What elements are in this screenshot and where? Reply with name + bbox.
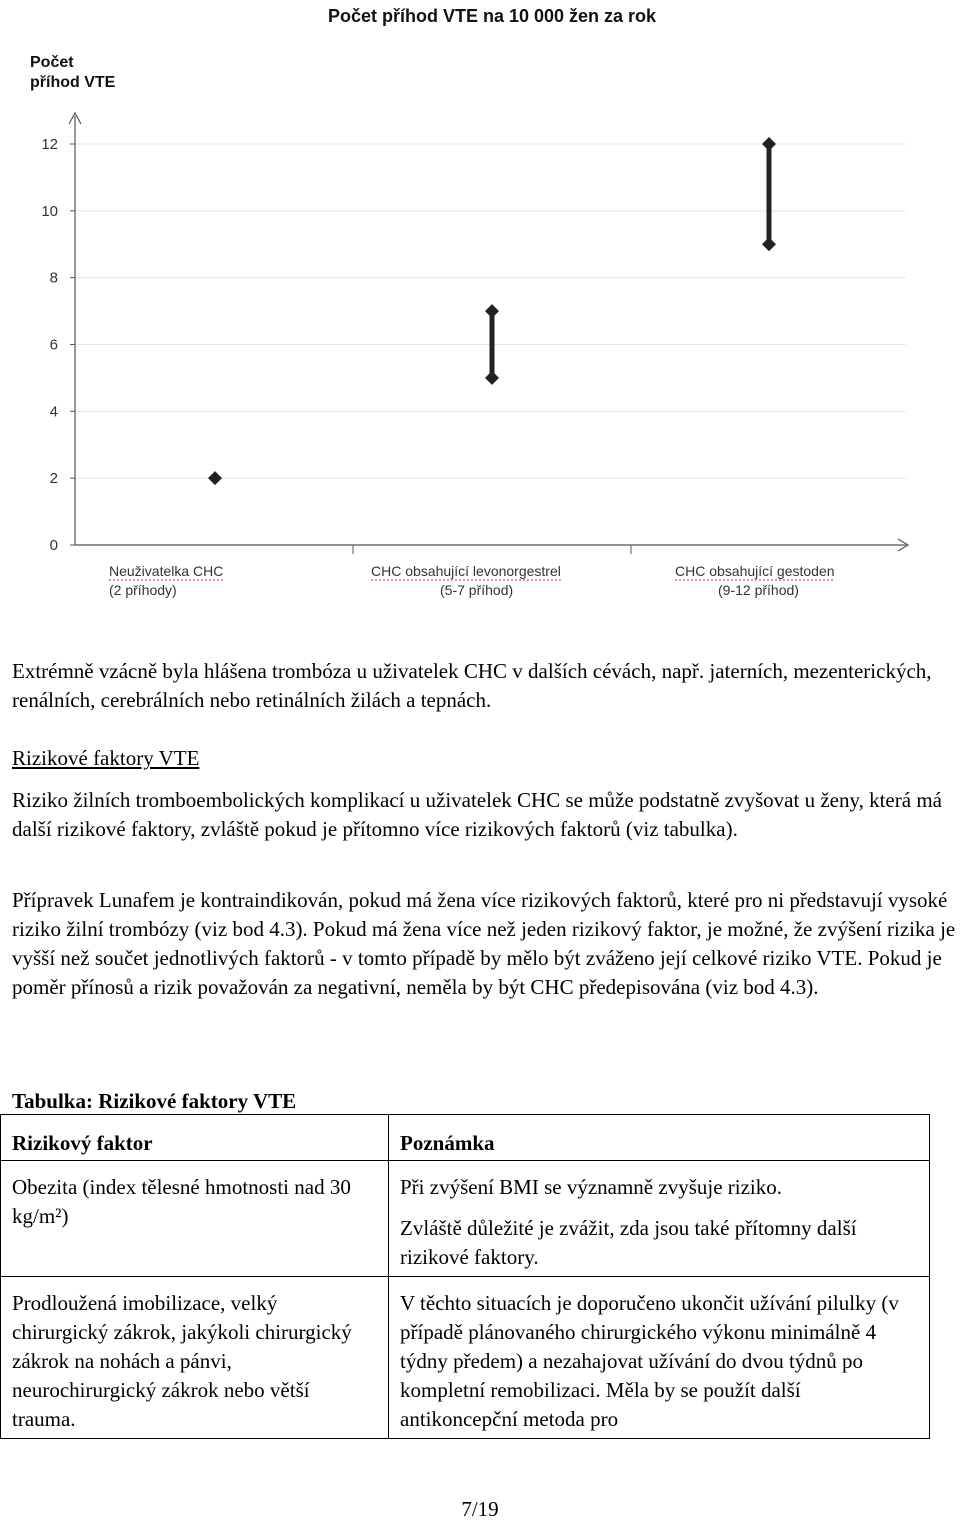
table-caption: Tabulka: Rizikové faktory VTE — [12, 1089, 297, 1113]
chart-title: Počet příhod VTE na 10 000 žen za rok — [327, 6, 657, 26]
category-label: Neuživatelka CHC — [109, 563, 224, 579]
y-tick-label: 0 — [49, 537, 58, 554]
note-line: Při zvýšení BMI se významně zvyšuje riziko. — [400, 1175, 782, 1199]
table-row — [1, 1277, 930, 1439]
y-tick-label: 4 — [49, 403, 58, 421]
y-tick-label: 12 — [41, 136, 58, 153]
heading-risk-factors: Rizikové faktory VTE — [12, 746, 200, 770]
y-axis-label-line1: Počet — [30, 54, 74, 71]
cell-note — [389, 1277, 930, 1439]
paragraph-contraindication: Přípravek Lunafem je kontraindikován, pokud má žena více rizikových faktorů, které pro ni představují vysoké riziko žilní trombózy (viz bod 4.3). Pokud má žena více než jeden rizikový faktor, je možné, že zvýšení rizika je vyšší než součet jednotlivých faktorů - v tomto případě by mělo být zváženo její celkové riziko VTE. Pokud je poměr přínosů a rizik považován za negativní, neměla by být CHC předepisována (viz bod 4.3). — [12, 888, 956, 999]
range-min-marker — [762, 237, 776, 251]
y-axis-label-line2: příhod VTE — [30, 74, 116, 91]
range-max-marker — [485, 304, 499, 318]
paragraph-risk-increase: Riziko žilních tromboembolických komplikací u uživatelek CHC se může podstatně zvyšovat u ženy, která má další rizikové faktory, zvláště pokud je přítomno více rizikových faktorů (viz tabulka). — [12, 788, 942, 841]
cell-factor: Obezita (index tělesné hmotnosti nad 30 kg/m²) — [1, 1161, 389, 1277]
note-line: V těchto situacích je doporučeno ukončit užívání pilulky (v případě plánovaného chirurgického výkonu minimálně 4 týdny předem) a nezahajovat užívání do dvou týdnů po kompletní remobilizaci. Měla by se použít další antikoncepční metoda pro — [400, 1291, 899, 1431]
table-row — [1, 1161, 930, 1277]
header-risk-factor: Rizikový faktor — [1, 1115, 389, 1161]
note-line: Zvláště důležité je zvážit, zda jsou také přítomny další rizikové faktory. — [400, 1216, 857, 1269]
paragraph-other-thrombosis: Extrémně vzácně byla hlášena trombóza u uživatelek CHC v dalších cévách, např. jaterních, mezenterických, renálních, cerebrálních nebo retinálních žilách a tepnách. — [12, 659, 932, 712]
category-sublabel: (9-12 příhod) — [718, 582, 799, 598]
cell-factor: Prodloužená imobilizace, velký chirurgický zákrok, jakýkoli chirurgický zákrok na nohách a pánvi, neurochirurgický zákrok nebo větší trauma. — [1, 1277, 389, 1439]
range-min-marker — [485, 371, 499, 385]
category-sublabel: (5-7 příhod) — [440, 582, 514, 598]
page-number: 7/19 — [461, 1497, 499, 1521]
table-header-row — [1, 1115, 930, 1161]
y-tick-label: 2 — [49, 470, 58, 488]
header-note: Poznámka — [389, 1115, 930, 1161]
cell-note — [389, 1161, 930, 1277]
category-labels — [109, 563, 835, 598]
range-max-marker — [762, 137, 776, 151]
y-tick-label: 8 — [49, 269, 58, 287]
category-label: CHC obsahující gestoden — [675, 563, 835, 579]
risk-factor-table — [0, 1114, 930, 1439]
category-label: CHC obsahující levonorgestrel — [371, 563, 561, 579]
vte-chart — [0, 0, 960, 620]
y-ticks — [41, 136, 75, 554]
range-min-marker — [208, 471, 222, 485]
y-tick-label: 10 — [41, 202, 58, 220]
category-sublabel: (2 příhody) — [109, 582, 177, 598]
range-marks — [208, 137, 776, 485]
y-tick-label: 6 — [49, 336, 58, 354]
